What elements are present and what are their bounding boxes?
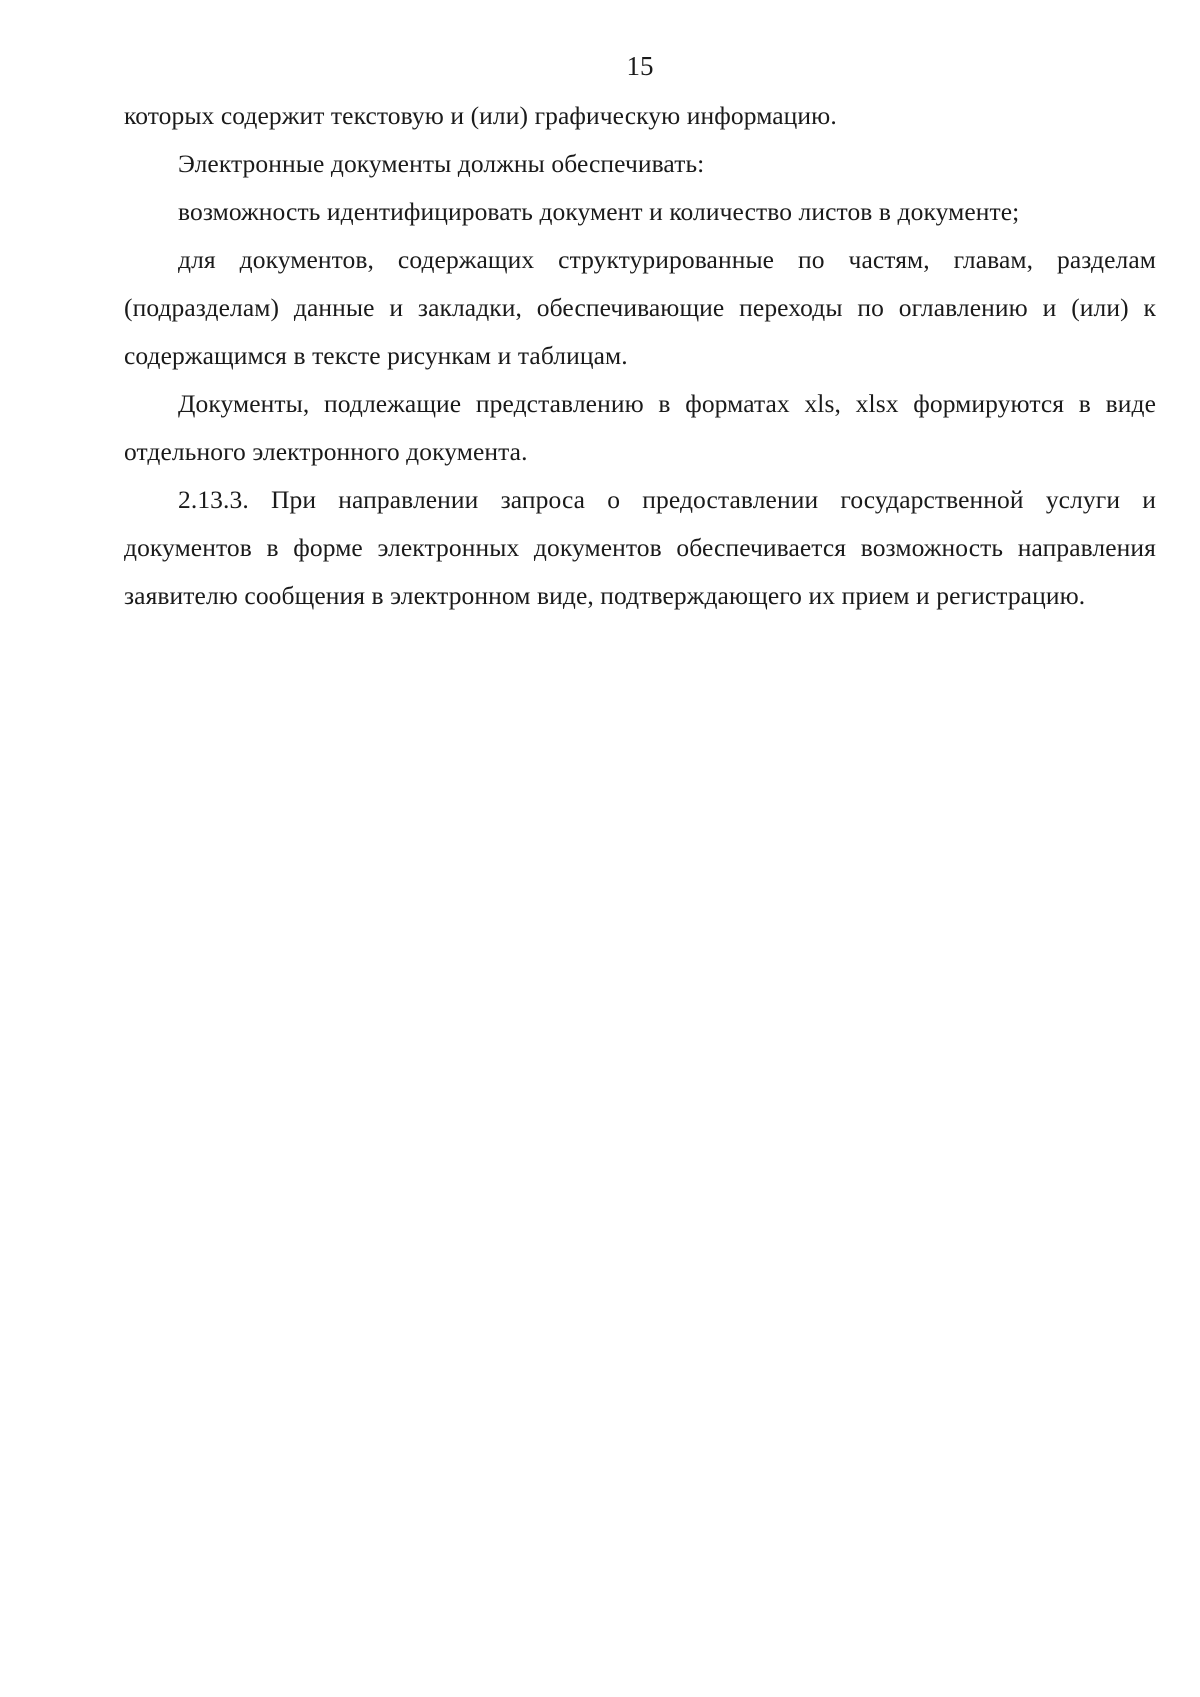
paragraph-continuation: которых содержит текстовую и (или) графическую информацию. (124, 101, 837, 130)
paragraph-2-13-3: 2.13.3. При направлении запроса о предоставлении государственной услуги и документов в форме электронных документов обеспечивается возможность направления заявителю сообщения в электронном виде, подтверждающего их прием и регистрацию. (124, 485, 1156, 610)
paragraph-identification: возможность идентифицировать документ и количество листов в документе; (178, 197, 1020, 226)
paragraph-structured-documents: для документов, содержащих структурированные по частям, главам, разделам (подразделам) данные и закладки, обеспечивающие переходы по оглавлению и (или) к содержащимся в тексте рисункам и таблицам. (124, 245, 1156, 370)
document-body (124, 92, 1156, 620)
paragraph-electronic-documents-intro: Электронные документы должны обеспечивать: (178, 149, 705, 178)
page-number: 15 (626, 51, 654, 81)
paragraph-xls-formats: Документы, подлежащие представлению в форматах xls, xlsx формируются в виде отдельного электронного документа. (124, 389, 1156, 466)
